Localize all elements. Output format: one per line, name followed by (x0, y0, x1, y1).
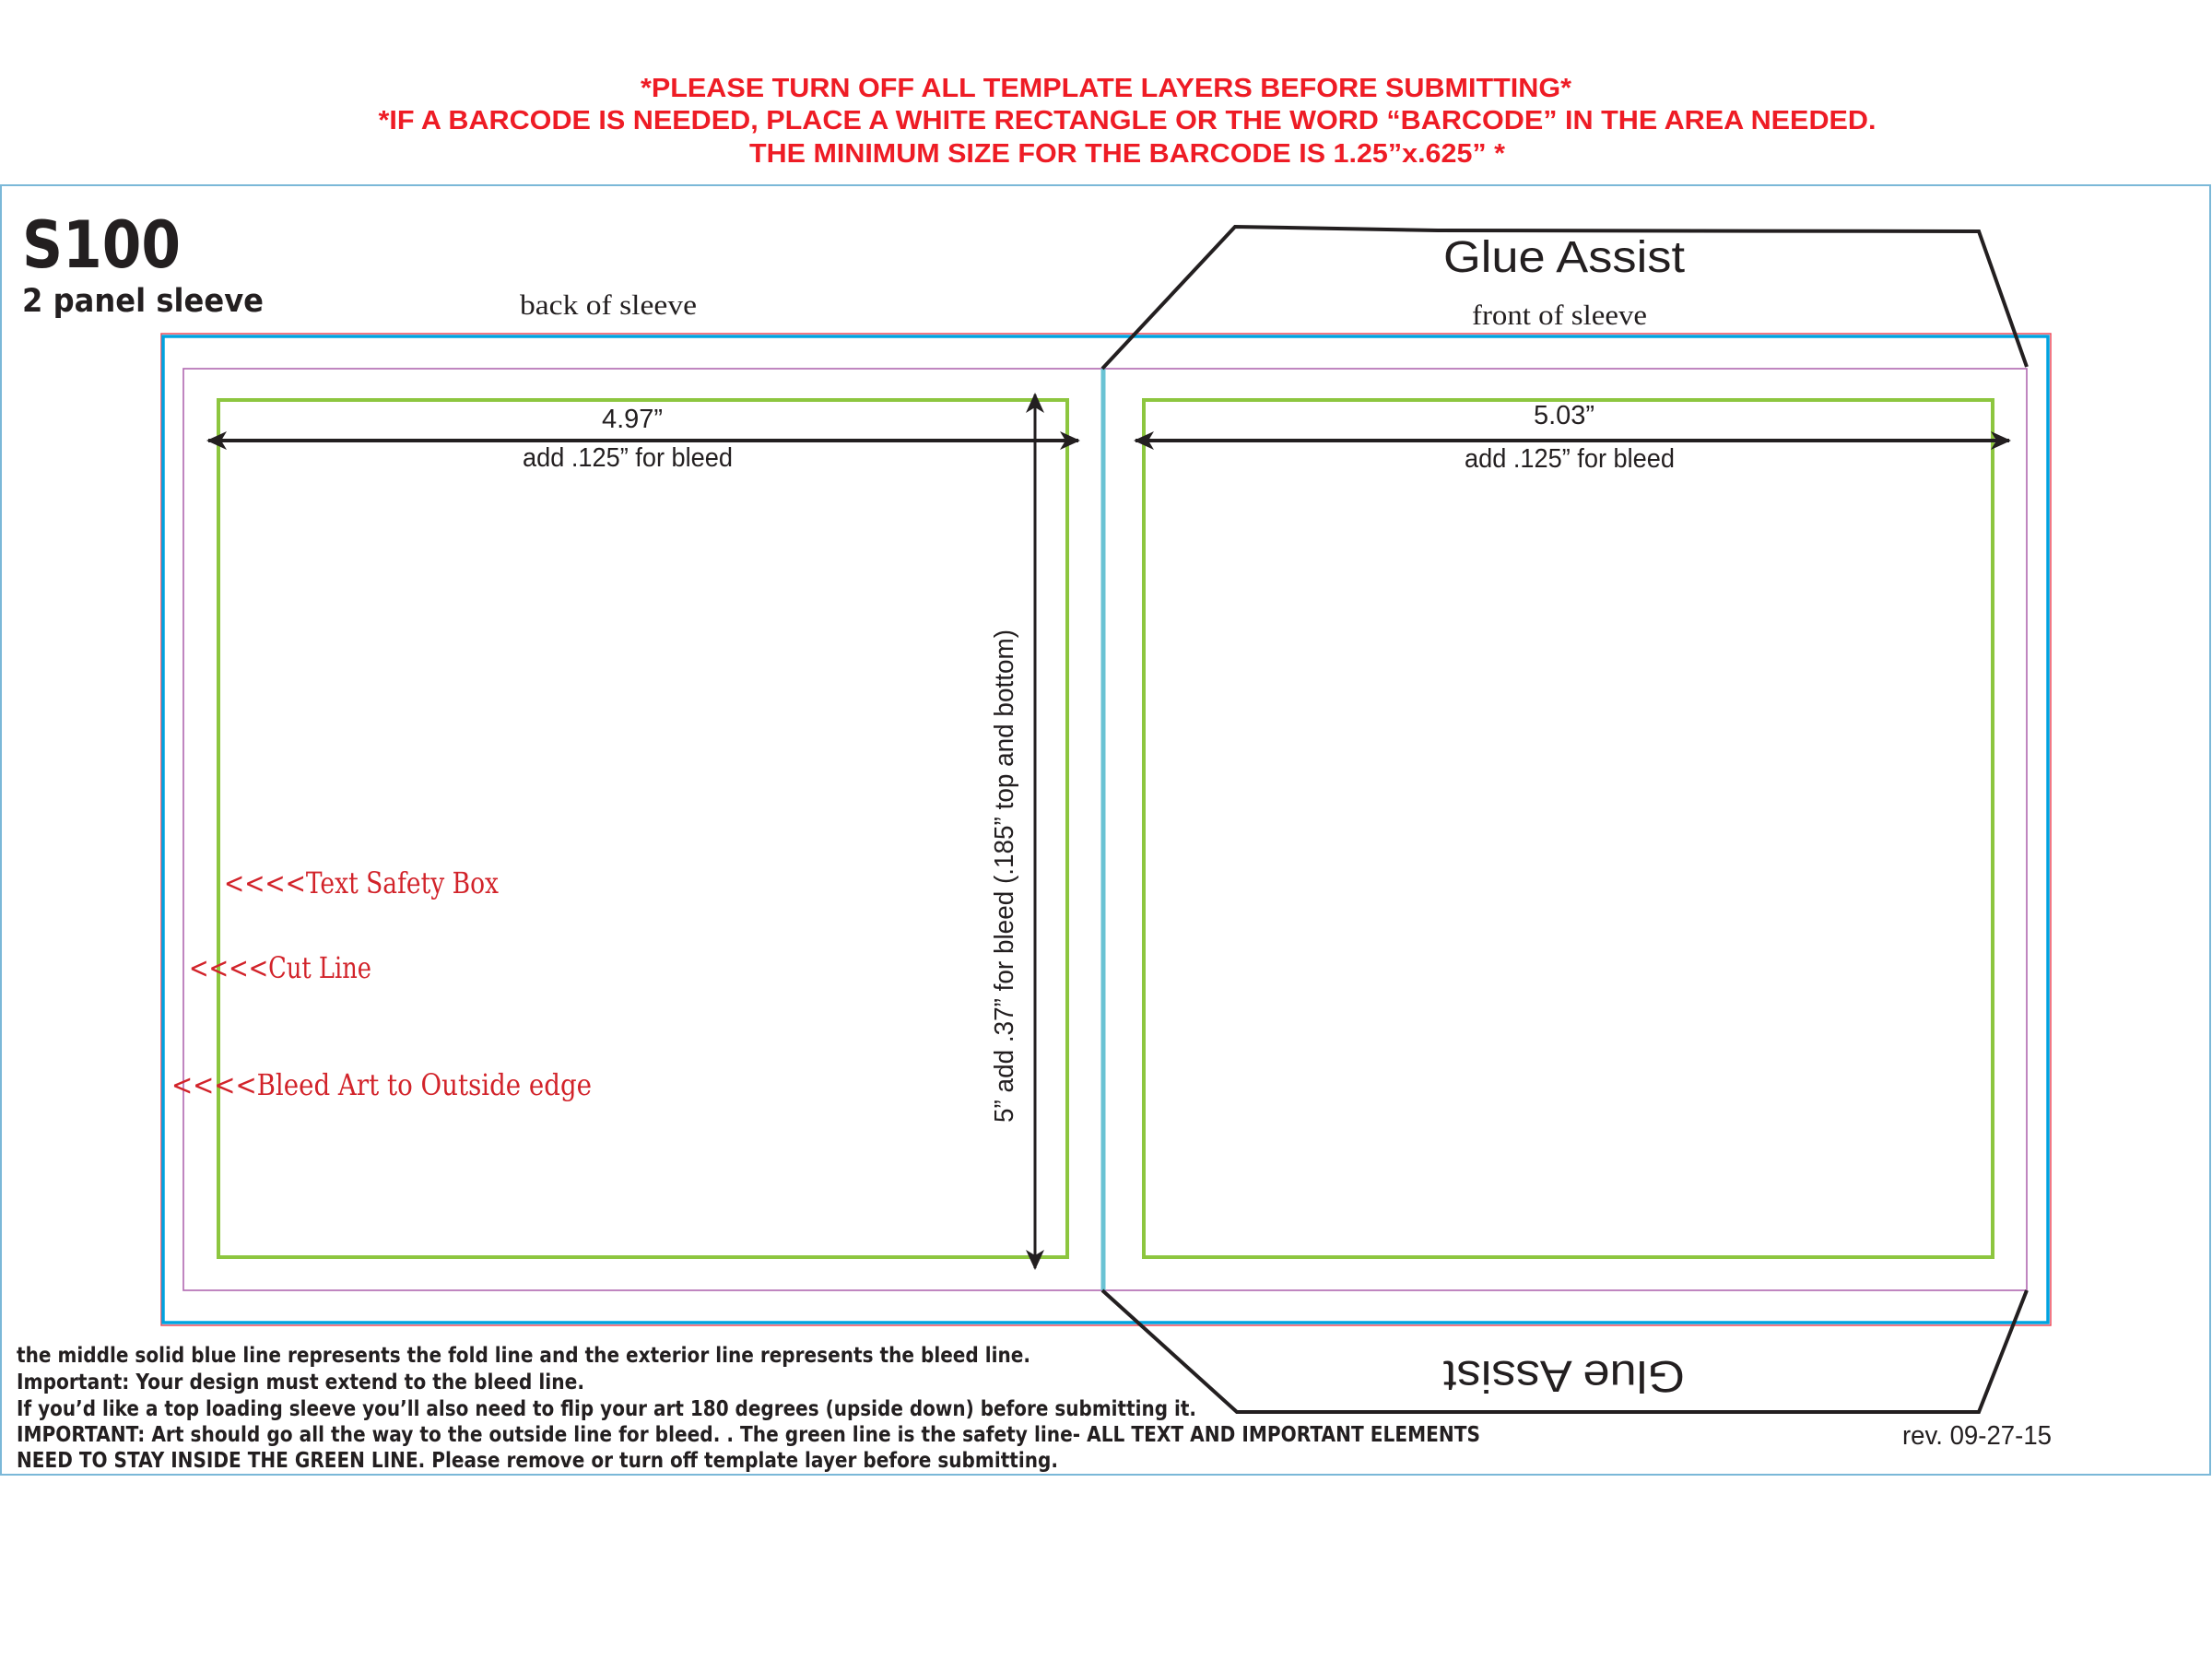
front-panel-label: front of sleeve (1472, 299, 1647, 331)
back-panel-label: back of sleeve (520, 288, 697, 321)
front-bleed-label: add .125” for bleed (1465, 444, 1675, 474)
note-line-1: the middle solid blue line represents the fold line and the exterior line represents the bleed line. (17, 1344, 1030, 1368)
legend-text-safety: <<<<Text Safety Box (224, 865, 499, 900)
back-safety-box (218, 400, 1067, 1257)
note-line-2: Important: Your design must extend to the bleed line. (17, 1371, 584, 1394)
front-width-label: 5.03” (1533, 401, 1595, 430)
note-line-3: If you’d like a top loading sleeve you’ll also need to flip your art 180 degrees (upside down) before submitting it. (17, 1397, 1196, 1421)
glue-assist-bottom-label: Glue Assist (1443, 1351, 1685, 1400)
note-line-5: NEED TO STAY INSIDE THE GREEN LINE. Please remove or turn off template layer before submitting. (17, 1449, 1058, 1473)
front-width-dimension (1135, 401, 2009, 474)
warning-line-1: *PLEASE TURN OFF ALL TEMPLATE LAYERS BEFORE SUBMITTING* (641, 74, 1572, 103)
back-width-label: 4.97” (601, 405, 664, 434)
note-line-4: IMPORTANT: Art should go all the way to the outside line for bleed. . The green line is the safety line- ALL TEXT AND IMPORTANT ELEMENTS (17, 1423, 1480, 1447)
glue-assist-top-label: Glue Assist (1443, 233, 1685, 282)
height-dimension (990, 394, 1035, 1268)
instructions-block (17, 1344, 1480, 1473)
legend-cut-line: <<<<Cut Line (189, 950, 371, 985)
warning-block (379, 74, 1877, 169)
back-width-dimension (208, 405, 1078, 473)
product-name: 2 panel sleeve (22, 283, 264, 320)
front-safety-box (1144, 400, 1993, 1257)
bleed-line-outline (161, 334, 2051, 1325)
height-label: 5” add .37” for bleed (.185” top and bottom) (990, 609, 1019, 1123)
legend-bleed: <<<<Bleed Art to Outside edge (171, 1067, 592, 1102)
back-bleed-label: add .125” for bleed (523, 443, 733, 473)
product-code: S100 (22, 207, 181, 283)
warning-line-2: *IF A BARCODE IS NEEDED, PLACE A WHITE RECTANGLE OR THE WORD “BARCODE” IN THE AREA NEEDED. (378, 106, 1877, 135)
warning-line-3: THE MINIMUM SIZE FOR THE BARCODE IS 1.25”x.625” * (749, 139, 1506, 169)
revision-label: rev. 09-27-15 (1902, 1421, 2052, 1451)
